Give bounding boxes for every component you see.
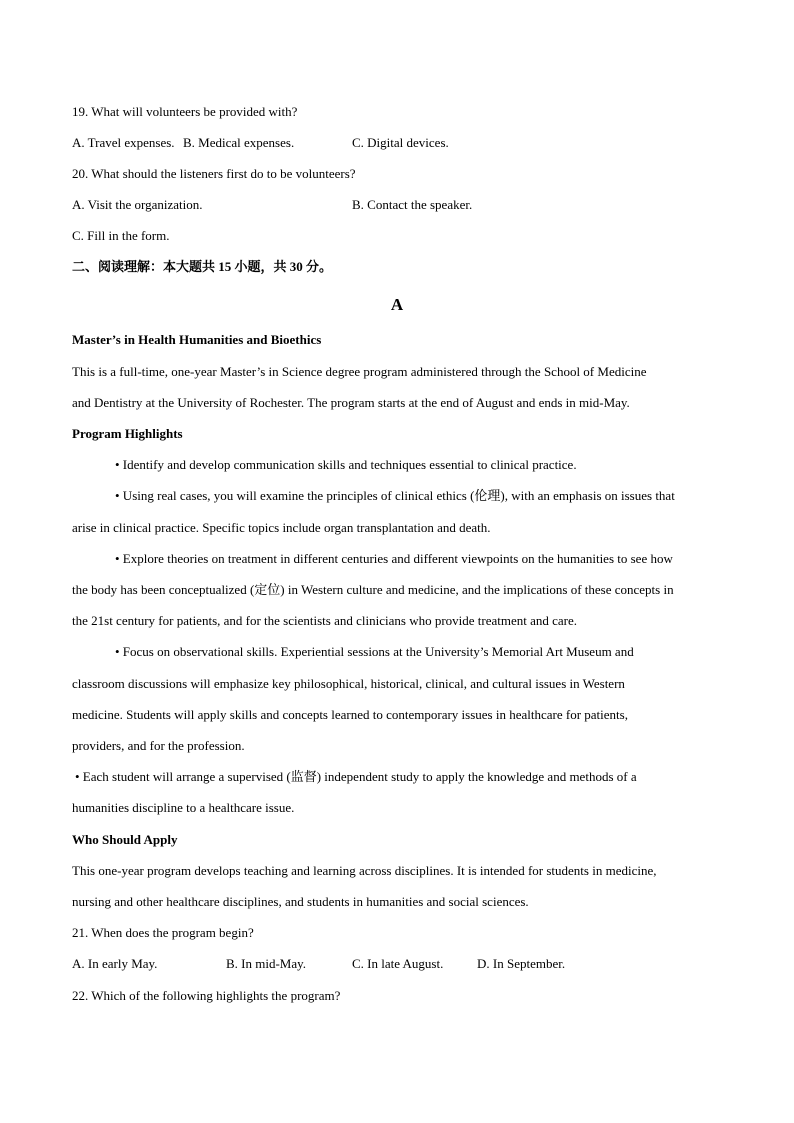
option-b: B. In mid-May. [226,956,307,971]
bullet-line: • Focus on observational skills. Experiential sessions at the University’s Memorial Art Museum and [115,644,634,659]
option-c: C. In late August. [352,956,444,971]
bullet-line: • Explore theories on treatment in different centuries and different viewpoints on the humanities to see how [115,551,673,566]
bullet-line: • Each student will arrange a supervised (监督) independent study to apply the knowledge and methods of a [75,769,637,784]
bullet-line: providers, and for the profession. [72,738,245,753]
option-b: B. Contact the speaker. [352,197,473,212]
intro-line: This is a full-time, one-year Master’s in Science degree program administered through the School of Medicine [72,364,647,379]
option-d: D. In September. [477,956,566,971]
bullet-line: arise in clinical practice. Specific topics include organ transplantation and death. [72,520,491,535]
question-stem: 21. When does the program begin? [72,925,254,940]
bullet-line: the 21st century for patients, and for the scientists and clinicians who provide treatment and care. [72,613,578,628]
option-a: A. In early May. [72,956,158,971]
who-line: nursing and other healthcare disciplines, and students in humanities and social sciences. [72,894,529,909]
bullet-line: • Identify and develop communication skills and techniques essential to clinical practice. [115,457,577,472]
passage-label: A [390,295,404,314]
option-b: B. Medical expenses. [183,135,295,150]
bullet-line: classroom discussions will emphasize key philosophical, historical, clinical, and cultural issues in Western [72,676,625,691]
who-heading: Who Should Apply [72,832,178,847]
passage-title: Master’s in Health Humanities and Bioethics [72,332,322,347]
bullet-line: medicine. Students will apply skills and concepts learned to contemporary issues in healthcare for patients, [72,707,628,722]
bullet-line: • Using real cases, you will examine the principles of clinical ethics (伦理), with an emphasis on issues that [115,488,675,503]
question-stem: 22. Which of the following highlights the program? [72,988,341,1003]
bullet-line: the body has been conceptualized (定位) in Western culture and medicine, and the implications of these concepts in [72,582,674,597]
section-heading: 二、阅读理解：本大题共 15 小题，共 30 分。 [72,259,333,274]
option-a: A. Visit the organization. [72,197,203,212]
bullet-line: humanities discipline to a healthcare issue. [72,800,295,815]
who-line: This one-year program develops teaching and learning across disciplines. It is intended for students in medicine, [72,863,657,878]
option-c: C. Digital devices. [352,135,449,150]
option-c: C. Fill in the form. [72,228,170,243]
highlights-heading: Program Highlights [72,426,183,441]
question-stem: 20. What should the listeners first do to be volunteers? [72,166,356,181]
option-a: A. Travel expenses. [72,135,175,150]
intro-line: and Dentistry at the University of Rochester. The program starts at the end of August and ends in mid-May. [72,395,630,410]
question-stem: 19. What will volunteers be provided with? [72,104,298,119]
